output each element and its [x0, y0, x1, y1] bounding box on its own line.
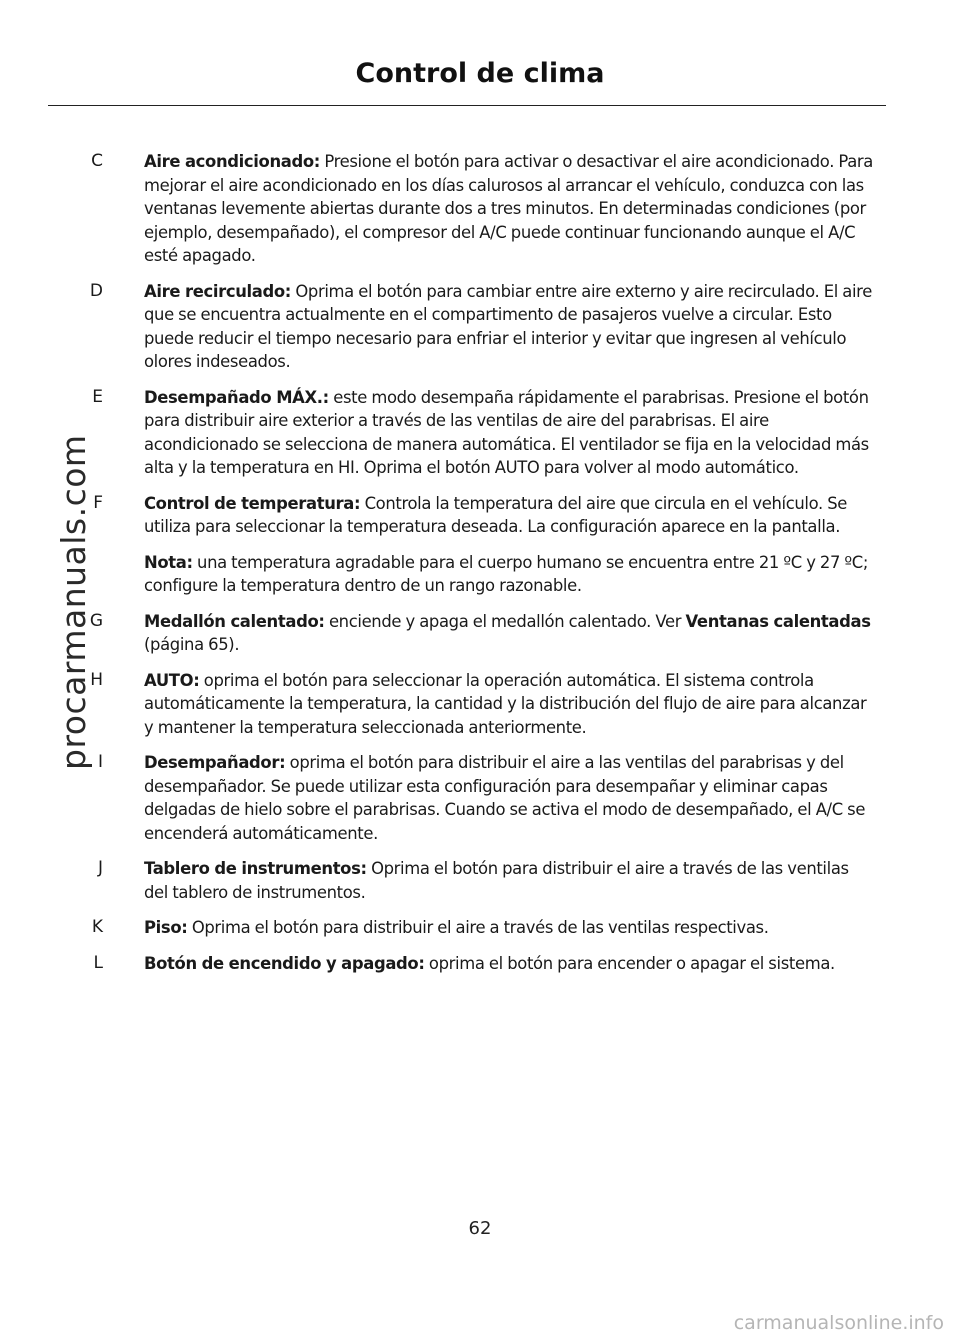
item-term: Piso: [144, 918, 188, 937]
item-term: Aire acondicionado: [144, 152, 320, 171]
list-item [0, 952, 960, 976]
item-term: Control de temperatura: [144, 493, 361, 513]
list-item [0, 386, 960, 480]
item-term: Medallón calentado: [144, 611, 325, 631]
bottom-watermark: carmanualsonline.info [733, 1312, 944, 1334]
item-letter: J [97, 858, 103, 878]
item-term: Desempañador: [144, 753, 286, 772]
item-term: AUTO: [144, 670, 200, 690]
item-term: Botón de encendido y apagado: [144, 953, 425, 973]
item-letter: L [93, 952, 103, 973]
item-letter: D [89, 280, 103, 301]
item-text [144, 916, 874, 940]
note-label: Nota: [144, 552, 193, 572]
item-text [144, 280, 874, 374]
title-divider [48, 105, 886, 106]
item-letter: F [93, 492, 103, 513]
item-description: oprima el botón para encender o apagar el sistema. [424, 953, 835, 973]
item-text [144, 751, 874, 845]
list-item [0, 280, 960, 374]
list-item [0, 610, 960, 657]
item-text [144, 610, 874, 657]
list-item [0, 751, 960, 845]
item-letter: C [91, 151, 103, 171]
item-text [144, 857, 874, 904]
item-description: Oprima el botón para distribuir el aire a través de las ventilas respectivas. [187, 918, 769, 937]
item-term: Desempañado MÁX.: [144, 387, 329, 407]
side-watermark: procarmanuals.com [54, 434, 93, 770]
list-item [0, 857, 960, 904]
list-item [0, 150, 960, 268]
page-title: Control de clima [355, 58, 605, 89]
item-term: Aire recirculado: [144, 281, 291, 301]
page-number: 62 [468, 1218, 492, 1239]
item-text [144, 669, 874, 740]
page-reference: (página 65). [144, 635, 240, 654]
item-letter: E [92, 386, 103, 407]
item-text [144, 492, 874, 539]
note-item [0, 551, 960, 598]
note-text: una temperatura agradable para el cuerpo humano se encuentra entre 21 ºC y 27 ºC; configure la temperatura dentro de un rango razonable. [144, 552, 869, 595]
item-letter: G [89, 610, 103, 631]
list-item [0, 492, 960, 539]
definition-list [0, 150, 960, 987]
item-description: enciende y apaga el medallón calentado. Ver [324, 611, 686, 631]
item-text [144, 386, 874, 480]
item-description: este modo desempaña rápidamente el parabrisas. Presione el botón para distribuir aire exterior a través de las ventilas de aire del parabrisas. El aire acondicionado se selecciona de manera automática. El ventilador se fija en la velocidad más alta y la temperatura en HI. Oprima el botón AUTO para volver al modo automático. [144, 387, 869, 477]
item-description: Controla la temperatura del aire que circula en el vehículo. Se utiliza para seleccionar la temperatura deseada. La configuración aparece en la pantalla. [144, 493, 847, 536]
item-description: Oprima el botón para distribuir el aire a través de las ventilas del tablero de instrumentos. [144, 859, 849, 902]
item-description: Oprima el botón para cambiar entre aire externo y aire recirculado. El aire que se encuentra actualmente en el compartimento de pasajeros vuelve a circular. Esto puede reducir el tiempo necesario para enfriar el interior y evitar que ingresen al vehículo olores indeseados. [144, 281, 872, 371]
item-text [144, 551, 874, 598]
item-description: oprima el botón para distribuir el aire a las ventilas del parabrisas y del desempañador. Se puede utilizar esta configuración para desempañar y eliminar capas delgadas de hielo sobre el parabrisas. Cuando se activa el modo de desempañado, el A/C se encenderá automáticamente. [144, 753, 866, 843]
item-text [144, 952, 874, 976]
item-letter: H [90, 669, 103, 690]
item-term: Tablero de instrumentos: [144, 859, 367, 878]
item-text [144, 150, 874, 268]
list-item [0, 916, 960, 940]
cross-reference-link[interactable]: Ventanas calentadas [685, 611, 871, 631]
list-item [0, 669, 960, 740]
item-letter: K [91, 917, 103, 937]
item-description: Presione el botón para activar o desactivar el aire acondicionado. Para mejorar el aire acondicionado en los días calurosos al arrancar el vehículo, conduzca con las ventanas levemente abiertas durante dos a tres minutos. En determinadas condiciones (por ejemplo, desempañado), el compresor del A/C puede continuar funcionando aunque el A/C esté apagado. [144, 152, 873, 265]
item-letter: I [97, 752, 103, 772]
item-description: oprima el botón para seleccionar la operación automática. El sistema controla automáticamente la temperatura, la cantidad y la distribución del flujo de aire para alcanzar y mantener la temperatura seleccionada anteriormente. [144, 670, 867, 737]
